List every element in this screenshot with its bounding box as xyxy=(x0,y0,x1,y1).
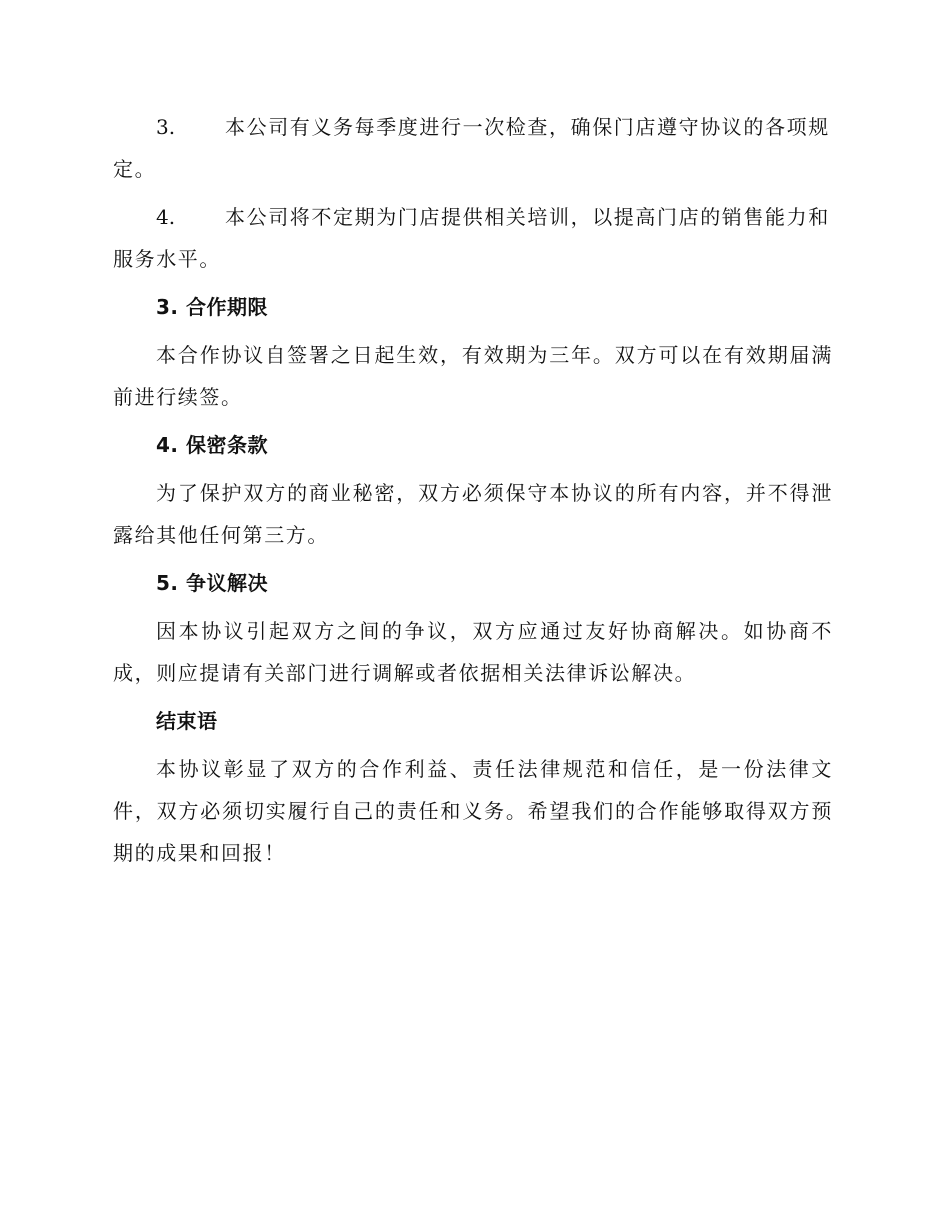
item-number: 3. xyxy=(156,115,176,139)
section-paragraph-confidentiality: 为了保护双方的商业秘密，双方必须保守本协议的所有内容，并不得泄露给其他任何第三方。 xyxy=(113,481,833,547)
item-text: 本公司将不定期为门店提供相关培训，以提高门店的销售能力和服务水平。 xyxy=(113,205,830,271)
section-paragraph-conclusion: 本协议彰显了双方的合作利益、责任法律规范和信任，是一份法律文件，双方必须切实履行自己的责任和义务。希望我们的合作能够取得双方预期的成果和回报！ xyxy=(113,757,833,865)
item-text: 本公司有义务每季度进行一次检查，确保门店遵守协议的各项规定。 xyxy=(113,115,830,181)
item-number: 4. xyxy=(156,205,176,229)
numbered-item-3 xyxy=(113,106,833,190)
section-heading-conclusion: 结束语 xyxy=(156,709,218,733)
section-heading-term: 3. 合作期限 xyxy=(156,295,268,319)
section-heading-confidentiality: 4. 保密条款 xyxy=(156,433,268,457)
numbered-item-4 xyxy=(113,196,833,280)
document-body xyxy=(113,106,833,880)
section-paragraph-dispute: 因本协议引起双方之间的争议，双方应通过友好协商解决。如协商不成，则应提请有关部门进行调解或者依据相关法律诉讼解决。 xyxy=(113,619,833,685)
section-heading-dispute: 5. 争议解决 xyxy=(156,571,268,595)
section-paragraph-term: 本合作协议自签署之日起生效，有效期为三年。双方可以在有效期届满前进行续签。 xyxy=(113,343,833,409)
